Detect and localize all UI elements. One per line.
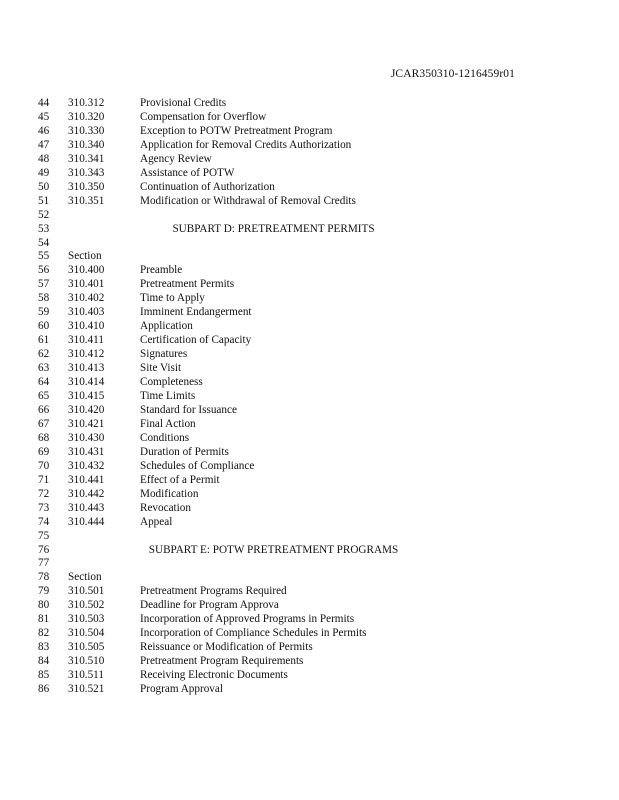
table-of-contents-entry bbox=[0, 613, 619, 627]
table-of-contents-entry bbox=[0, 432, 619, 446]
section-title: Time to Apply bbox=[140, 292, 205, 305]
section-number: 310.403 bbox=[68, 306, 105, 319]
section-title: Final Action bbox=[140, 417, 196, 430]
table-of-contents-entry bbox=[0, 153, 619, 167]
section-number: 310.400 bbox=[68, 264, 105, 277]
line-number: 57 bbox=[38, 278, 50, 291]
line-number: 48 bbox=[38, 152, 50, 165]
line-number: 75 bbox=[38, 529, 50, 542]
table-of-contents-entry bbox=[0, 655, 619, 669]
section-number: 310.503 bbox=[68, 613, 105, 626]
line-number: 68 bbox=[38, 431, 50, 444]
line-number: 60 bbox=[38, 320, 50, 333]
line-number: 54 bbox=[38, 236, 50, 249]
section-number: 310.504 bbox=[68, 627, 105, 640]
subpart-heading-line bbox=[0, 223, 619, 237]
section-title: Pretreatment Permits bbox=[140, 278, 235, 291]
section-number: 310.340 bbox=[68, 138, 105, 151]
table-of-contents-entry bbox=[0, 376, 619, 390]
blank-line bbox=[0, 557, 619, 571]
table-of-contents-entry bbox=[0, 502, 619, 516]
section-title: Deadline for Program Approva bbox=[140, 599, 279, 612]
table-of-contents-entry bbox=[0, 264, 619, 278]
blank-line bbox=[0, 237, 619, 251]
subpart-heading: SUBPART E: POTW PRETREATMENT PROGRAMS bbox=[148, 543, 399, 556]
table-of-contents-entry bbox=[0, 195, 619, 209]
table-of-contents-entry bbox=[0, 111, 619, 125]
section-number: 310.312 bbox=[68, 97, 105, 109]
section-title: Pretreatment Program Requirements bbox=[140, 655, 304, 668]
line-number: 47 bbox=[38, 138, 50, 151]
section-title: Assistance of POTW bbox=[140, 166, 235, 179]
section-title: Modification or Withdrawal of Removal Credits bbox=[140, 194, 356, 207]
table-of-contents-entry bbox=[0, 390, 619, 404]
line-number: 73 bbox=[38, 501, 50, 514]
section-number: 310.414 bbox=[68, 376, 105, 389]
section-title: Effect of a Permit bbox=[140, 473, 220, 486]
section-title: Exception to POTW Pretreatment Program bbox=[140, 124, 333, 137]
line-number: 51 bbox=[38, 194, 50, 207]
line-number: 85 bbox=[38, 669, 50, 682]
table-of-contents-entry bbox=[0, 585, 619, 599]
table-of-contents-entry bbox=[0, 683, 619, 697]
line-number: 50 bbox=[38, 180, 50, 193]
section-title: Program Approval bbox=[140, 683, 223, 696]
section-number: 310.341 bbox=[68, 152, 105, 165]
table-of-contents-entry bbox=[0, 320, 619, 334]
section-number: 310.511 bbox=[68, 669, 104, 682]
section-number: 310.415 bbox=[68, 390, 105, 403]
section-number: 310.402 bbox=[68, 292, 105, 305]
section-title: Pretreatment Programs Required bbox=[140, 585, 287, 598]
table-of-contents-entry bbox=[0, 488, 619, 502]
line-number: 63 bbox=[38, 362, 50, 375]
section-title: Completeness bbox=[140, 376, 203, 389]
section-title: Signatures bbox=[140, 348, 188, 361]
section-title: Time Limits bbox=[140, 390, 196, 403]
table-of-contents-entry bbox=[0, 460, 619, 474]
line-number: 67 bbox=[38, 417, 50, 430]
line-number: 55 bbox=[38, 250, 50, 263]
line-number: 72 bbox=[38, 487, 50, 500]
blank-line bbox=[0, 530, 619, 544]
table-of-contents-entry bbox=[0, 669, 619, 683]
section-number: 310.412 bbox=[68, 348, 105, 361]
line-number: 62 bbox=[38, 348, 50, 361]
section-title: Certification of Capacity bbox=[140, 334, 252, 347]
line-number: 69 bbox=[38, 445, 50, 458]
subpart-heading-line bbox=[0, 544, 619, 558]
section-title: Duration of Permits bbox=[140, 445, 229, 458]
section-number: 310.413 bbox=[68, 362, 105, 375]
section-column-label: Section bbox=[68, 571, 102, 584]
subpart-heading: SUBPART D: PRETREATMENT PERMITS bbox=[172, 222, 375, 235]
table-of-contents-entry bbox=[0, 348, 619, 362]
line-number: 53 bbox=[38, 222, 50, 235]
table-of-contents-entry bbox=[0, 474, 619, 488]
section-number: 310.443 bbox=[68, 501, 105, 514]
line-number: 86 bbox=[38, 683, 50, 696]
line-number: 70 bbox=[38, 459, 50, 472]
section-column-label: Section bbox=[68, 250, 102, 263]
table-of-contents-entry bbox=[0, 278, 619, 292]
section-number: 310.521 bbox=[68, 683, 105, 696]
section-title: Agency Review bbox=[140, 152, 212, 165]
section-number: 310.444 bbox=[68, 515, 105, 528]
section-title: Revocation bbox=[140, 501, 191, 514]
section-title: Reissuance or Modification of Permits bbox=[140, 641, 313, 654]
section-title: Application for Removal Credits Authorization bbox=[140, 138, 352, 151]
line-number: 71 bbox=[38, 473, 50, 486]
section-number: 310.431 bbox=[68, 445, 105, 458]
line-number: 58 bbox=[38, 292, 50, 305]
line-number: 49 bbox=[38, 166, 50, 179]
section-title: Application bbox=[140, 320, 193, 333]
table-of-contents-entry bbox=[0, 97, 619, 111]
table-of-contents-entry bbox=[0, 599, 619, 613]
table-of-contents-entry bbox=[0, 516, 619, 530]
line-number: 61 bbox=[38, 334, 50, 347]
section-title: Imminent Endangerment bbox=[140, 306, 252, 319]
table-of-contents-entry bbox=[0, 306, 619, 320]
table-of-contents-entry bbox=[0, 362, 619, 376]
section-title: Site Visit bbox=[140, 362, 182, 375]
section-number: 310.330 bbox=[68, 124, 105, 137]
line-number: 66 bbox=[38, 403, 50, 416]
line-number: 84 bbox=[38, 655, 50, 668]
table-of-contents-entry bbox=[0, 167, 619, 181]
section-title: Standard for Issuance bbox=[140, 403, 237, 416]
table-of-contents-entry bbox=[0, 139, 619, 153]
table-of-contents-entry bbox=[0, 334, 619, 348]
line-number: 78 bbox=[38, 571, 50, 584]
section-number: 310.401 bbox=[68, 278, 105, 291]
section-title: Preamble bbox=[140, 264, 183, 277]
section-number: 310.442 bbox=[68, 487, 105, 500]
line-number: 64 bbox=[38, 376, 50, 389]
section-number: 310.320 bbox=[68, 110, 105, 123]
section-label-line bbox=[0, 250, 619, 264]
section-title: Incorporation of Compliance Schedules in Permits bbox=[140, 627, 367, 640]
line-number: 56 bbox=[38, 264, 50, 277]
line-number: 44 bbox=[38, 97, 50, 109]
line-number: 59 bbox=[38, 306, 50, 319]
section-number: 310.420 bbox=[68, 403, 105, 416]
line-number: 79 bbox=[38, 585, 50, 598]
document-id: JCAR350310-1216459r01 bbox=[390, 68, 515, 80]
section-number: 310.411 bbox=[68, 334, 104, 347]
line-number: 82 bbox=[38, 627, 50, 640]
line-number: 45 bbox=[38, 110, 50, 123]
section-number: 310.343 bbox=[68, 166, 105, 179]
section-number: 310.350 bbox=[68, 180, 105, 193]
section-number: 310.501 bbox=[68, 585, 105, 598]
section-number: 310.502 bbox=[68, 599, 105, 612]
line-number: 46 bbox=[38, 124, 50, 137]
line-number: 74 bbox=[38, 515, 50, 528]
section-number: 310.351 bbox=[68, 194, 105, 207]
line-number: 83 bbox=[38, 641, 50, 654]
table-of-contents-entry bbox=[0, 125, 619, 139]
table-of-contents-entry bbox=[0, 181, 619, 195]
section-number: 310.510 bbox=[68, 655, 105, 668]
section-title: Appeal bbox=[140, 515, 173, 528]
section-title: Compensation for Overflow bbox=[140, 110, 267, 123]
section-number: 310.410 bbox=[68, 320, 105, 333]
section-number: 310.505 bbox=[68, 641, 105, 654]
section-title: Modification bbox=[140, 487, 199, 500]
section-title: Continuation of Authorization bbox=[140, 180, 275, 193]
section-title: Schedules of Compliance bbox=[140, 459, 255, 472]
section-title: Conditions bbox=[140, 431, 190, 444]
line-number: 81 bbox=[38, 613, 50, 626]
section-number: 310.441 bbox=[68, 473, 105, 486]
section-title: Receiving Electronic Documents bbox=[140, 669, 288, 682]
blank-line bbox=[0, 209, 619, 223]
section-number: 310.421 bbox=[68, 417, 105, 430]
line-list bbox=[0, 97, 619, 697]
line-number: 65 bbox=[38, 390, 50, 403]
line-number: 77 bbox=[38, 557, 50, 570]
section-number: 310.430 bbox=[68, 431, 105, 444]
table-of-contents-entry bbox=[0, 404, 619, 418]
section-title: Incorporation of Approved Programs in Permits bbox=[140, 613, 355, 626]
table-of-contents-entry bbox=[0, 641, 619, 655]
line-number: 80 bbox=[38, 599, 50, 612]
section-title: Provisional Credits bbox=[140, 97, 227, 109]
table-of-contents-entry bbox=[0, 446, 619, 460]
table-of-contents-entry bbox=[0, 292, 619, 306]
section-label-line bbox=[0, 571, 619, 585]
line-number: 52 bbox=[38, 208, 50, 221]
line-number: 76 bbox=[38, 543, 50, 556]
table-of-contents-entry bbox=[0, 418, 619, 432]
table-of-contents-entry bbox=[0, 627, 619, 641]
section-number: 310.432 bbox=[68, 459, 105, 472]
